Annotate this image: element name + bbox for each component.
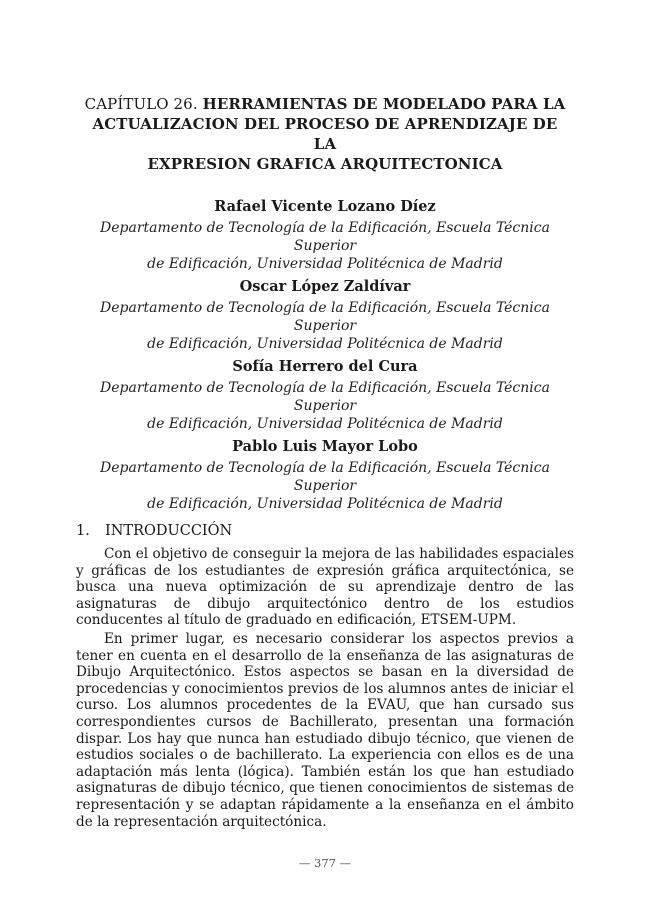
affiliation-line-1: Departamento de Tecnología de la Edificación, Escuela Técnica Superior	[100, 300, 550, 334]
author-affiliation	[70, 299, 580, 353]
author-name: Sofía Herrero del Cura	[232, 358, 418, 375]
section-number: 1.	[76, 523, 90, 539]
author-list	[70, 198, 580, 518]
affiliation-line-2: de Edificación, Universidad Politécnica de Madrid	[147, 336, 503, 352]
affiliation-line-1: Departamento de Tecnología de la Edificación, Escuela Técnica Superior	[100, 460, 550, 494]
chapter-title	[80, 94, 570, 174]
title-line-1-text: HERRAMIENTAS DE MODELADO PARA LA	[202, 95, 566, 113]
title-line-2: ACTUALIZACION DEL PROCESO DE APRENDIZAJE DE LA	[92, 115, 558, 153]
section-title: INTRODUCCIÓN	[105, 523, 233, 539]
author-affiliation	[70, 379, 580, 433]
affiliation-line-2: de Edificación, Universidad Politécnica de Madrid	[147, 256, 503, 272]
author-block	[70, 438, 580, 513]
author-name: Oscar López Zaldívar	[239, 278, 411, 295]
body-paragraph: En primer lugar, es necesario considerar los aspectos previos a tener en cuenta en el desarrollo de la enseñanza de las asignaturas de Dibujo Arquitectónico. Estos aspectos se basan en la diversidad de procedencias y conocimientos previos de los alumnos antes de iniciar el curso. Los alumnos procedentes de la EVAU, que han cursado sus correspondientes cursos de Bachillerato, presentan una formación dispar. Los hay que nunca han estudiado dibujo técnico, que vienen de estudios sociales o de bachillerato. La experiencia con ellos es de una adaptación más lenta (lógica). También están los que han estudiado asignaturas de dibujo técnico, que tienen conocimientos de sistemas de representación y se adaptan rápidamente a la enseñanza en el ámbito de la representación arquitectónica.	[76, 630, 574, 830]
body-paragraph: Con el objetivo de conseguir la mejora de las habilidades espaciales y gráficas de los estudiantes de expresión gráfica arquitectónica, se busca una nueva optimización de su aprendizaje dentro de las asignaturas de dibujo arquitectónico dentro de los estudios conducentes al título de graduado en edificación, ETSEM-UPM.	[76, 546, 574, 629]
title-line-1	[80, 94, 570, 114]
introduction-section	[76, 522, 574, 832]
author-block	[70, 278, 580, 353]
chapter-prefix: CAPÍTULO 26.	[84, 95, 203, 113]
affiliation-line-1: Departamento de Tecnología de la Edificación, Escuela Técnica Superior	[100, 380, 550, 414]
author-affiliation	[70, 219, 580, 273]
title-line-3: EXPRESION GRAFICA ARQUITECTONICA	[147, 155, 503, 173]
affiliation-line-2: de Edificación, Universidad Politécnica de Madrid	[147, 416, 503, 432]
author-name: Pablo Luis Mayor Lobo	[232, 438, 418, 455]
affiliation-line-1: Departamento de Tecnología de la Edificación, Escuela Técnica Superior	[100, 220, 550, 254]
affiliation-line-2: de Edificación, Universidad Politécnica de Madrid	[147, 496, 503, 512]
author-name: Rafael Vicente Lozano Díez	[214, 198, 436, 215]
page-number: — 377 —	[298, 856, 352, 870]
section-heading	[76, 522, 574, 540]
author-affiliation	[70, 459, 580, 513]
author-block	[70, 198, 580, 273]
author-block	[70, 358, 580, 433]
